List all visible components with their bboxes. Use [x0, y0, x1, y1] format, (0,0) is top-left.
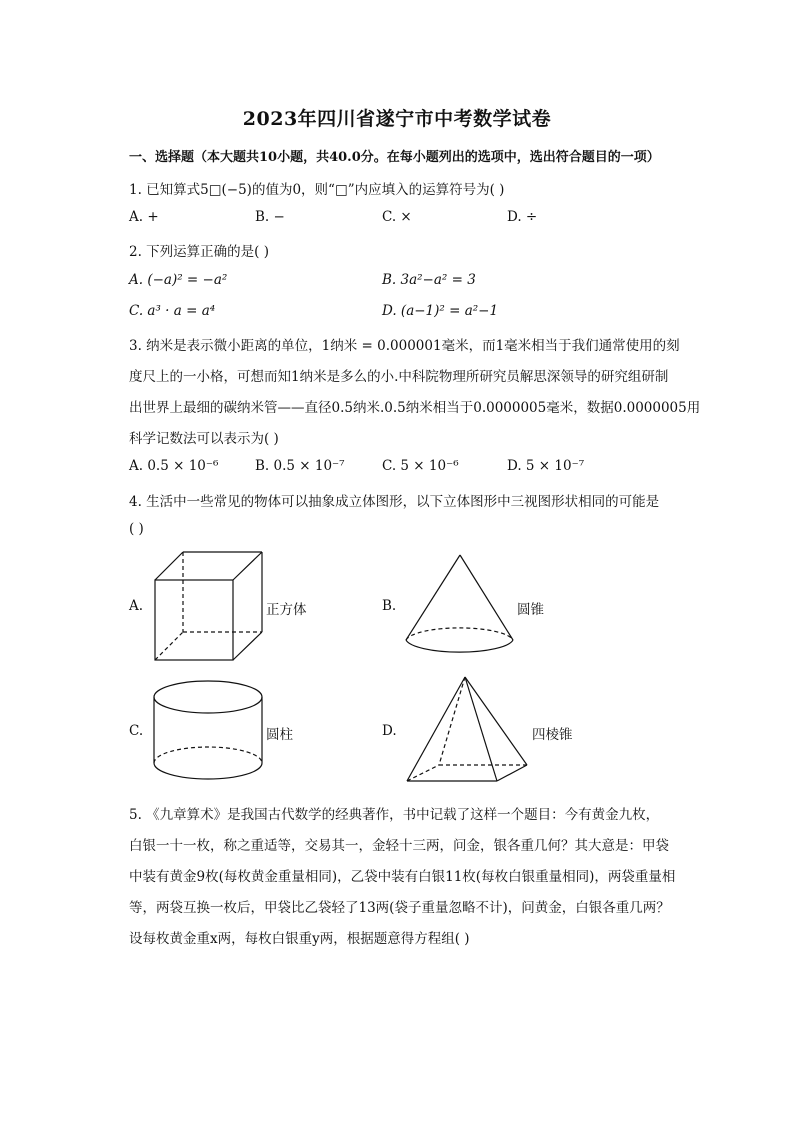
cylinder-figure — [150, 677, 270, 783]
question-1-stem: 1. 已知算式5□(−5)的值为0，则“□”内应填入的运算符号为( ) — [129, 182, 505, 198]
q2-option-d: D. (a−1)² = a²−1 — [382, 303, 499, 319]
question-5-line-3: 中装有黄金9枚(每枚黄金重量相同)，乙袋中装有白银11枚(每枚白银重量相同)，两袋重量相 — [129, 869, 676, 885]
q1-option-c: C. × — [382, 209, 412, 225]
question-2-stem: 2. 下列运算正确的是( ) — [129, 244, 269, 260]
question-5-line-5: 设每枚黄金重x两，每枚白银重y两，根据题意得方程组( ) — [129, 931, 470, 947]
q1-option-b: B. − — [255, 209, 285, 225]
question-5-line-2: 白银一十一枚，称之重适等，交易其一，金轻十三两，问金，银各重几何？其大意是：甲袋 — [129, 838, 669, 854]
q2-option-a: A. (−a)² = −a² — [129, 272, 228, 288]
figure-name-cone: 圆锥 — [517, 602, 544, 618]
question-3-line-4: 科学记数法可以表示为( ) — [129, 431, 279, 447]
question-4-line-1: 4. 生活中一些常见的物体可以抽象成立体图形，以下立体图形中三视图形状相同的可能是 — [129, 494, 660, 510]
q1-option-d: D. ÷ — [507, 209, 538, 225]
question-3-line-2: 度尺上的一小格，可想而知1纳米是多么的小.中科院物理所研究员解思深领导的研究组研制 — [129, 369, 669, 385]
q1-option-a: A. + — [129, 209, 159, 225]
cone-figure — [400, 553, 520, 658]
question-3-line-3: 出世界上最细的碳纳米管——直径0.5纳米.0.5纳米相当于0.0000005毫米，数据0.0000005用 — [129, 400, 701, 416]
q3-option-d: D. 5 × 10⁻⁷ — [507, 458, 585, 474]
q2-option-c: C. a³ · a = a⁴ — [129, 303, 216, 319]
q4-option-a: A. — [129, 598, 144, 614]
q2-option-b: B. 3a²−a² = 3 — [382, 272, 476, 288]
question-4-line-2: ( ) — [129, 521, 144, 537]
q4-option-b: B. — [382, 598, 397, 614]
q3-option-c: C. 5 × 10⁻⁶ — [382, 458, 459, 474]
question-3-line-1: 3. 纳米是表示微小距离的单位，1纳米 = 0.000001毫米，而1毫米相当于我们通常使用的刻 — [129, 338, 680, 354]
question-5-line-1: 5. 《九章算术》是我国古代数学的经典著作，书中记载了这样一个题目：今有黄金九枚， — [129, 807, 660, 823]
cube-figure — [150, 548, 270, 664]
q4-option-d: D. — [382, 723, 397, 739]
figure-name-pyramid: 四棱锥 — [532, 727, 573, 743]
q3-option-b: B. 0.5 × 10⁻⁷ — [255, 458, 345, 474]
page-title: 2023年四川省遂宁市中考数学试卷 — [242, 108, 552, 130]
q4-option-c: C. — [129, 723, 144, 739]
pyramid-figure — [403, 675, 533, 787]
figure-name-cube: 正方体 — [266, 602, 307, 618]
q3-option-a: A. 0.5 × 10⁻⁶ — [129, 458, 219, 474]
figure-name-cylinder: 圆柱 — [266, 727, 293, 743]
section-header: 一、选择题（本大题共10小题，共40.0分。在每小题列出的选项中，选出符合题目的一项） — [129, 150, 660, 165]
question-5-line-4: 等，两袋互换一枚后，甲袋比乙袋轻了13两(袋子重量忽略不计)，问黄金，白银各重几两？ — [129, 900, 670, 916]
